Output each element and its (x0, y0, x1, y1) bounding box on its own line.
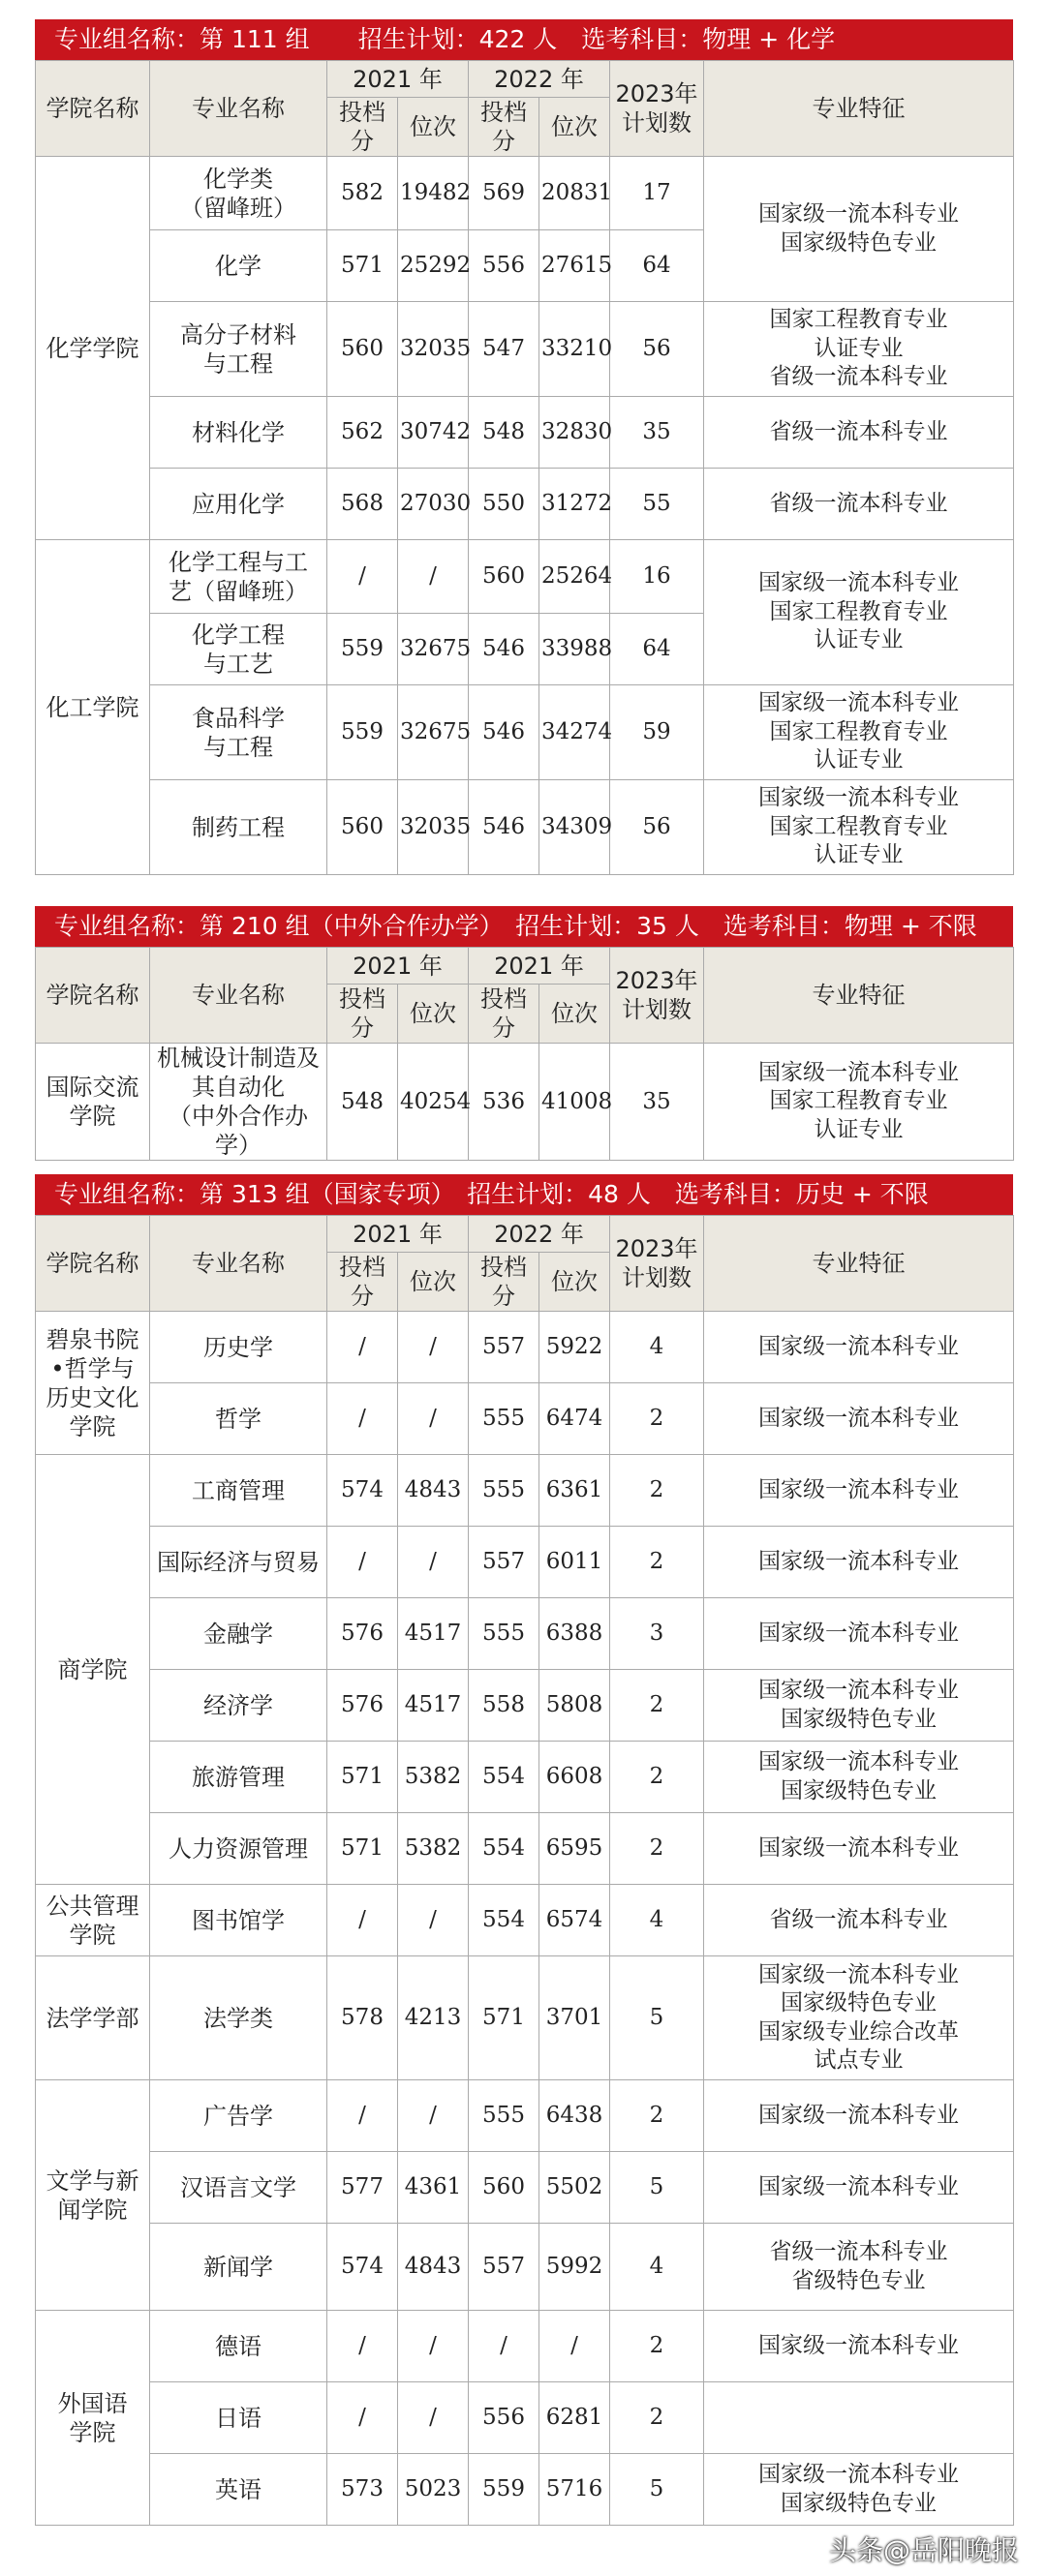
rank-2022: 27615 (539, 230, 610, 302)
header-year-a: 2021 年 (327, 61, 469, 98)
score-2022: 555 (469, 1383, 539, 1455)
rank-2022: 33210 (539, 302, 610, 397)
major-feature: 省级一流本科专业 (704, 469, 1014, 540)
major-feature: 国家级一流本科专业 国家工程教育专业 认证专业 (704, 780, 1014, 875)
major-name: 旅游管理 (150, 1742, 327, 1813)
table-row (36, 1956, 1014, 2080)
score-2021: / (327, 1527, 398, 1598)
plan-2023: 56 (610, 780, 704, 875)
rank-2021: 4361 (398, 2152, 469, 2224)
rank-2021: / (398, 1527, 469, 1598)
plan-2023: 4 (610, 1312, 704, 1383)
rank-2022: 6361 (539, 1455, 610, 1527)
major-name: 化学工程 与工艺 (150, 614, 327, 685)
score-2022: 557 (469, 1312, 539, 1383)
score-2022: 546 (469, 685, 539, 780)
admission-table (35, 60, 1014, 875)
score-2022: 555 (469, 1598, 539, 1670)
major-feature: 国家级一流本科专业 国家级特色专业 (704, 1742, 1014, 1813)
score-2022: 556 (469, 230, 539, 302)
score-2022: 569 (469, 157, 539, 230)
score-2021: 573 (327, 2454, 398, 2526)
score-2021: 562 (327, 397, 398, 469)
header-plan: 2023年 计划数 (610, 948, 704, 1044)
header-year-b: 2022 年 (469, 1216, 610, 1253)
header-feature: 专业特征 (704, 1216, 1014, 1312)
rank-2021: / (398, 540, 469, 614)
major-feature: 国家级一流本科专业 国家级特色专业 (704, 157, 1014, 302)
plan-2023: 2 (610, 1383, 704, 1455)
score-2022: 554 (469, 1885, 539, 1956)
score-2021: 559 (327, 685, 398, 780)
score-2021: / (327, 2382, 398, 2454)
admission-table-group-313 (35, 1174, 1013, 2526)
rank-2022: 33988 (539, 614, 610, 685)
major-feature: 国家级一流本科专业 国家工程教育专业 认证专业 (704, 540, 1014, 685)
header-score: 投档分 (327, 985, 398, 1044)
table-row (36, 2382, 1014, 2454)
header-rank: 位次 (539, 985, 610, 1044)
rank-2022: 20831 (539, 157, 610, 230)
rank-2022: 6011 (539, 1527, 610, 1598)
rank-2022: 6574 (539, 1885, 610, 1956)
table-row (36, 2080, 1014, 2152)
rank-2022: 34274 (539, 685, 610, 780)
rank-2022: 5992 (539, 2224, 610, 2311)
score-2021: 560 (327, 302, 398, 397)
rank-2022: 5808 (539, 1670, 610, 1742)
plan-2023: 2 (610, 1813, 704, 1885)
major-feature: 国家级一流本科专业 (704, 2311, 1014, 2382)
major-name: 国际经济与贸易 (150, 1527, 327, 1598)
major-name: 应用化学 (150, 469, 327, 540)
plan-2023: 5 (610, 1956, 704, 2080)
table-row (36, 2152, 1014, 2224)
major-name: 材料化学 (150, 397, 327, 469)
score-2021: / (327, 1312, 398, 1383)
header-score: 投档分 (469, 985, 539, 1044)
header-college: 学院名称 (36, 948, 150, 1044)
plan-2023: 4 (610, 1885, 704, 1956)
major-name: 英语 (150, 2454, 327, 2526)
score-2022: 554 (469, 1742, 539, 1813)
major-feature: 国家级一流本科专业 (704, 2080, 1014, 2152)
admission-table-group-210 (35, 906, 1013, 1161)
header-year-a: 2021 年 (327, 1216, 469, 1253)
rank-2022: 3701 (539, 1956, 610, 2080)
major-name: 食品科学 与工程 (150, 685, 327, 780)
rank-2021: 32035 (398, 780, 469, 875)
rank-2021: 25292 (398, 230, 469, 302)
major-name: 日语 (150, 2382, 327, 2454)
score-2022: 571 (469, 1956, 539, 2080)
major-name: 汉语言文学 (150, 2152, 327, 2224)
score-2022: 556 (469, 2382, 539, 2454)
rank-2022: 6608 (539, 1742, 610, 1813)
rank-2022: / (539, 2311, 610, 2382)
rank-2021: 5382 (398, 1813, 469, 1885)
rank-2021: 5023 (398, 2454, 469, 2526)
plan-2023: 2 (610, 1742, 704, 1813)
plan-2023: 5 (610, 2152, 704, 2224)
group-banner: 专业组名称：第 210 组（中外合作办学） 招生计划：35 人 选考科目：物理 + 不限 (35, 906, 1013, 947)
major-feature: 国家级一流本科专业 (704, 1383, 1014, 1455)
rank-2021: / (398, 1885, 469, 1956)
score-2022: 557 (469, 1527, 539, 1598)
header-college: 学院名称 (36, 61, 150, 157)
plan-2023: 4 (610, 2224, 704, 2311)
major-feature: 省级一流本科专业 省级特色专业 (704, 2224, 1014, 2311)
rank-2021: 32035 (398, 302, 469, 397)
score-2022: 547 (469, 302, 539, 397)
rank-2022: 32830 (539, 397, 610, 469)
plan-2023: 35 (610, 1044, 704, 1161)
score-2022: 560 (469, 540, 539, 614)
major-feature: 国家级一流本科专业 (704, 2152, 1014, 2224)
major-feature: 国家级一流本科专业 (704, 1312, 1014, 1383)
major-name: 哲学 (150, 1383, 327, 1455)
table-row (36, 1885, 1014, 1956)
rank-2021: / (398, 1383, 469, 1455)
rank-2021: 4213 (398, 1956, 469, 2080)
header-year-b: 2021 年 (469, 948, 610, 985)
score-2021: 571 (327, 230, 398, 302)
major-feature: 国家级一流本科专业 (704, 1813, 1014, 1885)
college-name: 国际交流 学院 (36, 1044, 150, 1161)
table-row (36, 157, 1014, 230)
rank-2021: / (398, 1312, 469, 1383)
major-name: 制药工程 (150, 780, 327, 875)
score-2021: 576 (327, 1670, 398, 1742)
header-score: 投档分 (327, 1253, 398, 1312)
header-rank: 位次 (398, 1253, 469, 1312)
major-feature: 省级一流本科专业 (704, 1885, 1014, 1956)
header-plan: 2023年 计划数 (610, 1216, 704, 1312)
plan-2023: 5 (610, 2454, 704, 2526)
header-rank: 位次 (539, 98, 610, 157)
score-2022: 536 (469, 1044, 539, 1161)
table-row (36, 1383, 1014, 1455)
score-2021: 582 (327, 157, 398, 230)
score-2021: / (327, 540, 398, 614)
major-feature: 国家级一流本科专业 (704, 1527, 1014, 1598)
score-2022: 555 (469, 2080, 539, 2152)
header-rank: 位次 (398, 98, 469, 157)
rank-2022: 6281 (539, 2382, 610, 2454)
table-row (36, 2454, 1014, 2526)
header-year-a: 2021 年 (327, 948, 469, 985)
table-row (36, 1670, 1014, 1742)
rank-2021: / (398, 2080, 469, 2152)
rank-2021: / (398, 2382, 469, 2454)
table-row (36, 302, 1014, 397)
rank-2021: 5382 (398, 1742, 469, 1813)
table-row (36, 1598, 1014, 1670)
plan-2023: 3 (610, 1598, 704, 1670)
table-row (36, 2224, 1014, 2311)
major-name: 高分子材料 与工程 (150, 302, 327, 397)
college-name: 化学学院 (36, 157, 150, 540)
score-2022: 546 (469, 614, 539, 685)
rank-2022: 6474 (539, 1383, 610, 1455)
table-row (36, 397, 1014, 469)
header-score: 投档分 (327, 98, 398, 157)
admission-table (35, 1215, 1014, 2526)
score-2021: 568 (327, 469, 398, 540)
college-name: 外国语 学院 (36, 2311, 150, 2526)
plan-2023: 55 (610, 469, 704, 540)
score-2022: 557 (469, 2224, 539, 2311)
score-2021: 571 (327, 1813, 398, 1885)
header-major: 专业名称 (150, 1216, 327, 1312)
major-feature: 国家级一流本科专业 国家级特色专业 国家级专业综合改革 试点专业 (704, 1956, 1014, 2080)
plan-2023: 64 (610, 614, 704, 685)
major-name: 化学 (150, 230, 327, 302)
rank-2022: 6438 (539, 2080, 610, 2152)
major-name: 工商管理 (150, 1455, 327, 1527)
score-2021: 578 (327, 1956, 398, 2080)
table-row (36, 1742, 1014, 1813)
major-feature: 国家级一流本科专业 (704, 1598, 1014, 1670)
plan-2023: 2 (610, 2311, 704, 2382)
rank-2021: / (398, 2311, 469, 2382)
score-2022: 546 (469, 780, 539, 875)
rank-2022: 6595 (539, 1813, 610, 1885)
score-2021: 577 (327, 2152, 398, 2224)
table-row (36, 469, 1014, 540)
rank-2021: 4517 (398, 1598, 469, 1670)
table-row (36, 540, 1014, 614)
rank-2022: 5922 (539, 1312, 610, 1383)
header-major: 专业名称 (150, 948, 327, 1044)
score-2021: / (327, 2311, 398, 2382)
score-2021: 548 (327, 1044, 398, 1161)
score-2022: 555 (469, 1455, 539, 1527)
plan-2023: 59 (610, 685, 704, 780)
score-2021: 576 (327, 1598, 398, 1670)
header-feature: 专业特征 (704, 948, 1014, 1044)
major-name: 机械设计制造及 其自动化 （中外合作办学） (150, 1044, 327, 1161)
score-2021: / (327, 2080, 398, 2152)
college-name: 碧泉书院 •哲学与 历史文化 学院 (36, 1312, 150, 1455)
header-score: 投档分 (469, 1253, 539, 1312)
rank-2022: 41008 (539, 1044, 610, 1161)
college-name: 化工学院 (36, 540, 150, 875)
college-name: 商学院 (36, 1455, 150, 1885)
score-2022: 550 (469, 469, 539, 540)
major-feature: 省级一流本科专业 (704, 397, 1014, 469)
major-feature (704, 2382, 1014, 2454)
header-rank: 位次 (398, 985, 469, 1044)
major-feature: 国家级一流本科专业 国家级特色专业 (704, 1670, 1014, 1742)
rank-2022: 5716 (539, 2454, 610, 2526)
score-2021: / (327, 1383, 398, 1455)
plan-2023: 2 (610, 1527, 704, 1598)
major-name: 经济学 (150, 1670, 327, 1742)
major-feature: 国家级一流本科专业 国家工程教育专业 认证专业 (704, 1044, 1014, 1161)
group-banner: 专业组名称：第 111 组 招生计划：422 人 选考科目：物理 + 化学 (35, 19, 1013, 60)
rank-2022: 5502 (539, 2152, 610, 2224)
major-feature: 国家级一流本科专业 国家级特色专业 (704, 2454, 1014, 2526)
rank-2021: 19482 (398, 157, 469, 230)
major-name: 人力资源管理 (150, 1813, 327, 1885)
college-name: 文学与新 闻学院 (36, 2080, 150, 2311)
header-college: 学院名称 (36, 1216, 150, 1312)
admission-table-group-111 (35, 19, 1013, 875)
header-plan: 2023年 计划数 (610, 61, 704, 157)
header-year-b: 2022 年 (469, 61, 610, 98)
rank-2021: 32675 (398, 614, 469, 685)
rank-2021: 40254 (398, 1044, 469, 1161)
score-2022: / (469, 2311, 539, 2382)
rank-2022: 34309 (539, 780, 610, 875)
header-feature: 专业特征 (704, 61, 1014, 157)
college-name: 法学学部 (36, 1956, 150, 2080)
score-2022: 560 (469, 2152, 539, 2224)
major-name: 化学工程与工 艺（留峰班） (150, 540, 327, 614)
score-2022: 558 (469, 1670, 539, 1742)
major-feature: 国家级一流本科专业 (704, 1455, 1014, 1527)
admission-table (35, 947, 1014, 1161)
rank-2021: 32675 (398, 685, 469, 780)
plan-2023: 2 (610, 2382, 704, 2454)
table-row (36, 1044, 1014, 1161)
plan-2023: 16 (610, 540, 704, 614)
major-name: 图书馆学 (150, 1885, 327, 1956)
plan-2023: 17 (610, 157, 704, 230)
major-name: 广告学 (150, 2080, 327, 2152)
rank-2021: 4517 (398, 1670, 469, 1742)
major-name: 新闻学 (150, 2224, 327, 2311)
table-row (36, 1813, 1014, 1885)
plan-2023: 2 (610, 1455, 704, 1527)
rank-2021: 27030 (398, 469, 469, 540)
major-name: 历史学 (150, 1312, 327, 1383)
college-name: 公共管理 学院 (36, 1885, 150, 1956)
score-2022: 548 (469, 397, 539, 469)
table-row (36, 1312, 1014, 1383)
watermark: 头条@岳阳晚报 (828, 2534, 1019, 2566)
plan-2023: 2 (610, 1670, 704, 1742)
rank-2021: 4843 (398, 2224, 469, 2311)
table-row (36, 685, 1014, 780)
score-2021: 559 (327, 614, 398, 685)
score-2021: / (327, 1885, 398, 1956)
table-row (36, 1527, 1014, 1598)
plan-2023: 35 (610, 397, 704, 469)
header-major: 专业名称 (150, 61, 327, 157)
rank-2022: 25264 (539, 540, 610, 614)
major-feature: 国家工程教育专业 认证专业 省级一流本科专业 (704, 302, 1014, 397)
table-row (36, 780, 1014, 875)
plan-2023: 2 (610, 2080, 704, 2152)
rank-2022: 31272 (539, 469, 610, 540)
score-2022: 559 (469, 2454, 539, 2526)
plan-2023: 56 (610, 302, 704, 397)
major-name: 化学类 （留峰班） (150, 157, 327, 230)
score-2021: 574 (327, 1455, 398, 1527)
rank-2021: 30742 (398, 397, 469, 469)
major-feature: 国家级一流本科专业 国家工程教育专业 认证专业 (704, 685, 1014, 780)
table-row (36, 1455, 1014, 1527)
score-2021: 574 (327, 2224, 398, 2311)
score-2022: 554 (469, 1813, 539, 1885)
major-name: 法学类 (150, 1956, 327, 2080)
header-rank: 位次 (539, 1253, 610, 1312)
rank-2022: 6388 (539, 1598, 610, 1670)
score-2021: 571 (327, 1742, 398, 1813)
table-row (36, 2311, 1014, 2382)
group-banner: 专业组名称：第 313 组（国家专项） 招生计划：48 人 选考科目：历史 + 不限 (35, 1174, 1013, 1215)
header-score: 投档分 (469, 98, 539, 157)
score-2021: 560 (327, 780, 398, 875)
major-name: 金融学 (150, 1598, 327, 1670)
major-name: 德语 (150, 2311, 327, 2382)
rank-2021: 4843 (398, 1455, 469, 1527)
plan-2023: 64 (610, 230, 704, 302)
